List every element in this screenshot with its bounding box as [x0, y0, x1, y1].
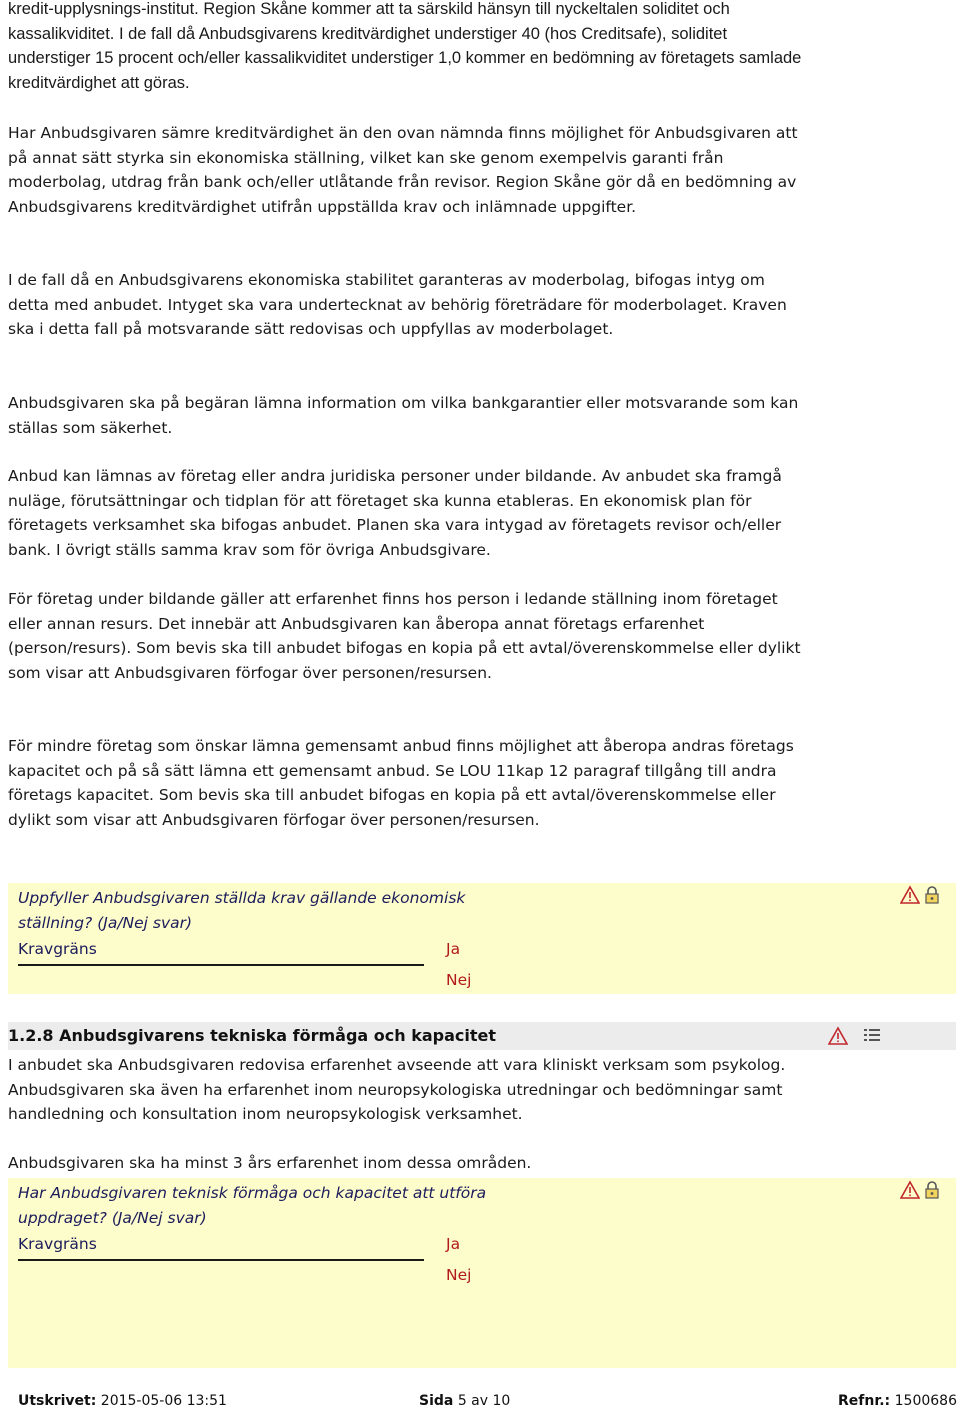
krav-label: Kravgräns	[18, 1232, 424, 1261]
option-yes[interactable]: Ja	[446, 940, 461, 958]
question-text: Har Anbudsgivaren teknisk förmåga och kapacitet att utföra uppdraget? (Ja/Nej svar)	[18, 1184, 487, 1227]
krav-label: Kravgräns	[18, 937, 424, 966]
paragraph-experience-requirement: I anbudet ska Anbudsgivaren redovisa erfarenhet avseende att vara kliniskt verksam som psykolog. Anbudsgivaren ska även ha erfarenhet inom neuropsykologiska utredningar och bedömningar samt handledning och konsultation inom neuropsykologisk verksamhet.	[8, 1056, 786, 1123]
lock-icon[interactable]	[922, 885, 942, 905]
lock-icon[interactable]	[922, 1180, 942, 1200]
list-icon[interactable]	[862, 1026, 882, 1046]
paragraph-minimum-years: Anbudsgivaren ska ha minst 3 års erfarenhet inom dessa områden.	[8, 1154, 532, 1172]
page-footer	[0, 1391, 960, 1411]
page-number: Sida 5 av 10	[419, 1393, 511, 1409]
warning-icon[interactable]	[900, 885, 920, 905]
paragraph-companies-forming: Anbud kan lämnas av företag eller andra juridiska personer under bildande. Av anbudet ska framgå nuläge, förutsättningar och tidplan för att företaget ska kunna etableras. En ekonomisk plan för företagets verksamhet ska bifogas anbudet. Planen ska vara intygad av företagets revisor och/eller bank. I övrigt ställs samma krav som för övriga Anbudsgivare.	[8, 467, 782, 559]
paragraph-weaker-credit: Har Anbudsgivaren sämre kreditvärdighet än den ovan nämnda finns möjlighet för Anbudsgivaren att på annat sätt styrka sin ekonomiska ställning, vilket kan ske genom exempelvis garanti från moderbolag, utdrag från bank och/eller utlåtande från revisor. Region Skåne gör då en bedömning av Anbudsgivarens kreditvärdighet utifrån uppställda krav och inlämnade uppgifter.	[8, 124, 798, 216]
question-text: Uppfyller Anbudsgivaren ställda krav gällande ekonomisk ställning? (Ja/Nej svar)	[18, 889, 466, 932]
option-no[interactable]: Nej	[446, 971, 472, 989]
section-heading: 1.2.8 Anbudsgivarens tekniska förmåga och kapacitet	[8, 1026, 497, 1045]
section-heading-bar	[8, 1022, 956, 1050]
option-no[interactable]: Nej	[446, 1266, 472, 1284]
paragraph-credit-rating: kredit-upplysnings-institut. Region Skåne kommer att ta särskild hänsyn till nyckeltalen soliditet och kassalikviditet. I de fall då Anbudsgivarens kreditvärdighet understiger 40 (hos Creditsafe), soliditet understiger 15 procent och/eller kassalikviditet understiger 1,0 kommer en bedömning av företagets samlade kreditvärdighet att göras.	[8, 0, 802, 92]
printed-date: Utskrivet: 2015-05-06 13:51	[18, 1393, 227, 1409]
paragraph-joint-tender: För mindre företag som önskar lämna gemensamt anbud finns möjlighet att åberopa andras företags kapacitet och på så sätt lämna ett gemensamt anbud. Se LOU 11kap 12 paragraf tillgång till andra företags kapacitet. Som bevis ska till anbudet bifogas en kopia på ett avtal/överenskommelse eller dylikt som visar att Anbudsgivaren förfogar över personen/resursen.	[8, 737, 794, 829]
paragraph-parent-company: I de fall då en Anbudsgivarens ekonomiska stabilitet garanteras av moderbolag, bifogas intyg om detta med anbudet. Intyget ska vara undertecknat av behörig företrädare för moderbolaget. Kraven ska i detta fall på motsvarande sätt redovisas och uppfyllas av moderbolaget.	[8, 271, 787, 338]
option-yes[interactable]: Ja	[446, 1235, 461, 1253]
warning-icon[interactable]	[900, 1180, 920, 1200]
question-box-economic	[8, 883, 956, 994]
paragraph-bank-guarantees: Anbudsgivaren ska på begäran lämna information om vilka bankgarantier eller motsvarande som kan ställas som säkerhet.	[8, 394, 799, 437]
paragraph-experience-resource: För företag under bildande gäller att erfarenhet finns hos person i ledande ställning inom företaget eller annan resurs. Det innebär att Anbudsgivaren kan åberopa annat företags erfarenhet (person/resurs). Som bevis ska till anbudet bifogas en kopia på ett avtal/överenskommelse eller dylikt som visar att Anbudsgivaren förfogar över personen/resursen.	[8, 590, 801, 682]
question-box-technical	[8, 1178, 956, 1368]
warning-icon[interactable]	[828, 1026, 848, 1046]
reference-number: Refnr.: 1500686	[838, 1393, 957, 1409]
